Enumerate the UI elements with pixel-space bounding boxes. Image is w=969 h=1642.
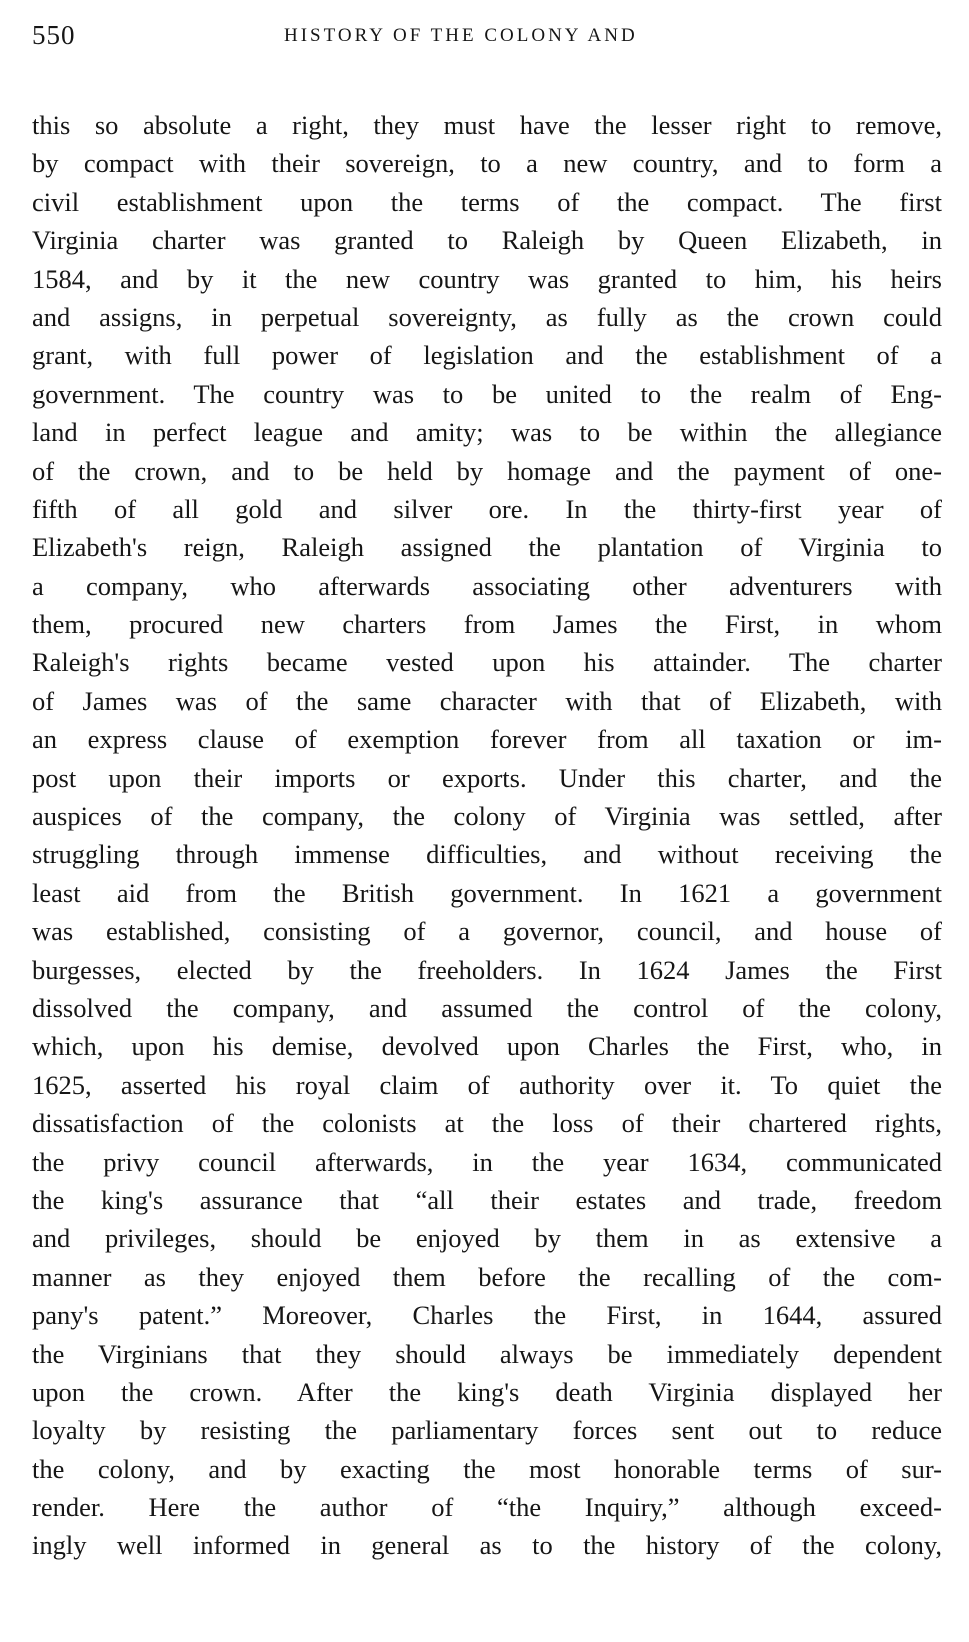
text-line: pany's patent.” Moreover, Charles the First, in 1644, assured bbox=[32, 1300, 942, 1331]
text-line: civil establishment upon the terms of the compact. The first bbox=[32, 186, 942, 217]
text-line: fifth of all gold and silver ore. In the thirty-first year of bbox=[32, 493, 942, 524]
text-line: and assigns, in perpetual sovereignty, as fully as the crown could bbox=[32, 301, 942, 332]
text-line: dissolved the company, and assumed the control of the colony, bbox=[32, 992, 942, 1023]
text-line: grant, with full power of legislation and the establishment of a bbox=[32, 340, 942, 371]
text-line: dissatisfaction of the colonists at the loss of their chartered rights, bbox=[32, 1108, 942, 1139]
text-line: this so absolute a right, they must have the lesser right to remove, bbox=[32, 110, 942, 140]
text-line: the colony, and by exacting the most honorable terms of sur- bbox=[32, 1453, 942, 1484]
text-line: them, procured new charters from James the First, in whom bbox=[32, 609, 942, 640]
text-line: by compact with their sovereign, to a new country, and to form a bbox=[32, 148, 942, 179]
text-line: 1625, asserted his royal claim of authority over it. To quiet the bbox=[32, 1069, 942, 1100]
text-line: the Virginians that they should always be immediately dependent bbox=[32, 1338, 942, 1369]
text-line: the king's assurance that “all their estates and trade, freedom bbox=[32, 1184, 942, 1215]
text-line: of the crown, and to be held by homage and the payment of one- bbox=[32, 455, 942, 486]
text-line: Elizabeth's reign, Raleigh assigned the plantation of Virginia to bbox=[32, 532, 942, 563]
page-number: 550 bbox=[32, 20, 76, 50]
text-line: the privy council afterwards, in the year 1634, communicated bbox=[32, 1146, 942, 1177]
text-line: post upon their imports or exports. Under this charter, and the bbox=[32, 762, 942, 793]
text-line: 1584, and by it the new country was granted to him, his heirs bbox=[32, 263, 942, 294]
body-paragraph bbox=[32, 106, 942, 1565]
text-line: was established, consisting of a governor, council, and house of bbox=[32, 916, 942, 947]
text-line: of James was of the same character with that of Elizabeth, with bbox=[32, 685, 942, 716]
text-line: struggling through immense difficulties, and without receiving the bbox=[32, 839, 942, 870]
text-line: Raleigh's rights became vested upon his attainder. The charter bbox=[32, 647, 942, 678]
running-title: HISTORY OF THE COLONY AND bbox=[284, 25, 638, 46]
text-line: an express clause of exemption forever from all taxation or im- bbox=[32, 724, 942, 755]
running-head bbox=[32, 18, 942, 58]
book-page bbox=[32, 18, 942, 1565]
text-line: land in perfect league and amity; was to be within the allegiance bbox=[32, 417, 942, 448]
text-line: Virginia charter was granted to Raleigh by Queen Elizabeth, in bbox=[32, 225, 942, 256]
text-line: ingly well informed in general as to the history of the colony, bbox=[32, 1530, 942, 1561]
text-line: which, upon his demise, devolved upon Charles the First, who, in bbox=[32, 1031, 942, 1062]
text-line: manner as they enjoyed them before the recalling of the com- bbox=[32, 1261, 942, 1292]
text-line: auspices of the company, the colony of Virginia was settled, after bbox=[32, 801, 942, 832]
text-line: a company, who afterwards associating other adventurers with bbox=[32, 570, 942, 601]
text-line: loyalty by resisting the parliamentary forces sent out to reduce bbox=[32, 1415, 942, 1446]
text-line: burgesses, elected by the freeholders. In 1624 James the First bbox=[32, 954, 942, 985]
text-line: render. Here the author of “the Inquiry,” although exceed- bbox=[32, 1492, 942, 1523]
text-line: government. The country was to be united to the realm of Eng- bbox=[32, 378, 942, 409]
text-line: upon the crown. After the king's death Virginia displayed her bbox=[32, 1376, 942, 1407]
text-line: and privileges, should be enjoyed by them in as extensive a bbox=[32, 1223, 942, 1254]
text-line: least aid from the British government. In 1621 a government bbox=[32, 877, 942, 908]
